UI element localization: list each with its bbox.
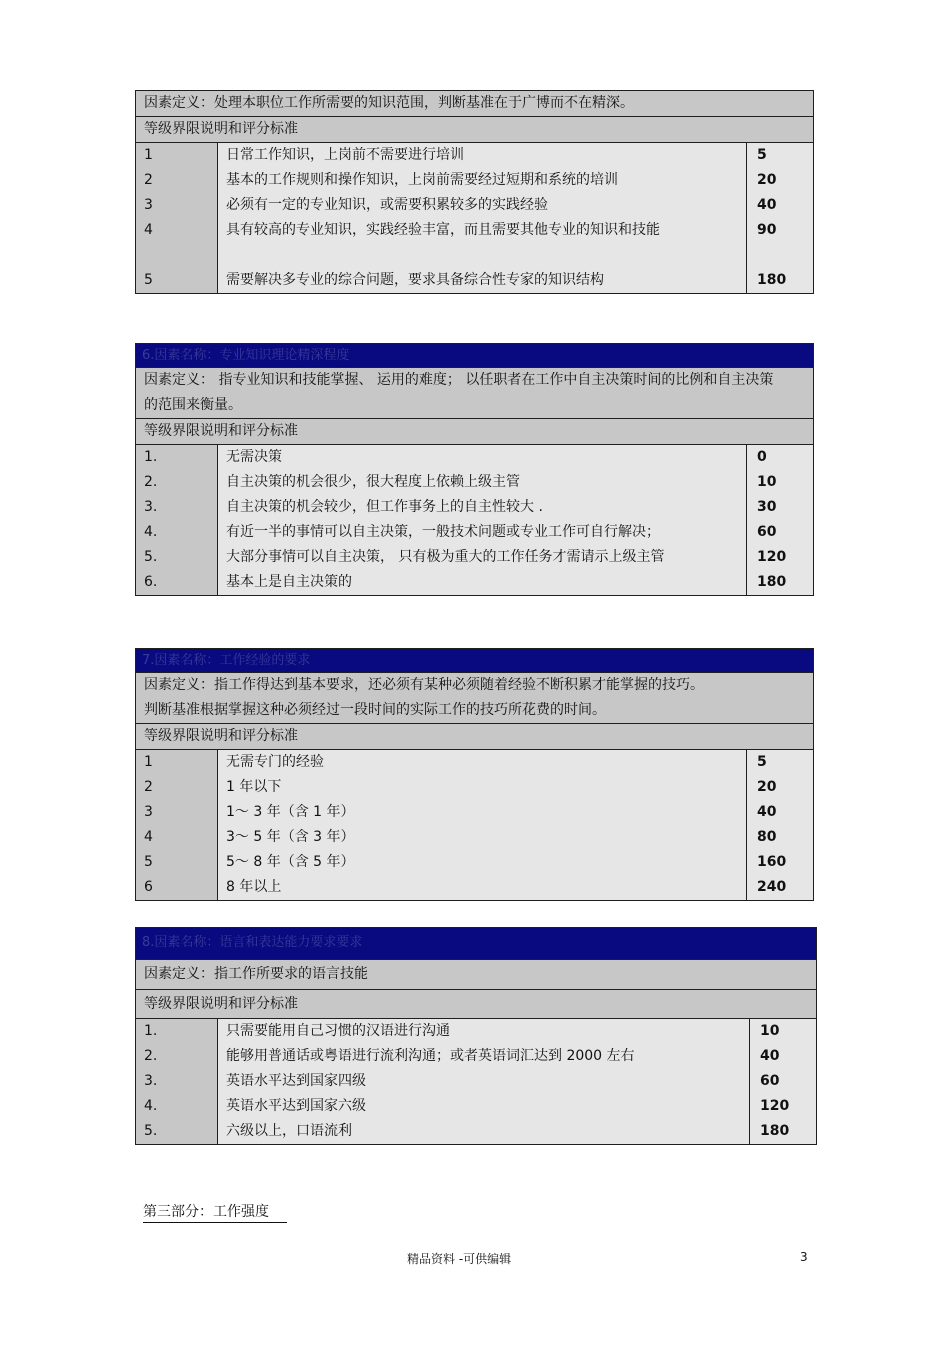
factor-definition: 因素定义： 指专业知识和技能掌握、 运用的难度； 以任职者在工作中自主决策时间的比例和自主决策的范围来衡量。 [136,368,813,419]
description-cell: 无需专门的经验 [226,754,324,770]
score-cell: 180 [760,1123,790,1139]
description-cell: 3～ 5 年（含 3 年） [226,829,355,845]
grade-rows [136,445,813,595]
score-cell: 5 [757,754,767,770]
level-column [136,143,218,293]
factor-table-knowledge [135,90,814,294]
level-column [136,750,218,900]
level-cell: 4 [144,222,153,238]
factor-table-decision [135,343,814,596]
description-cell: 有近一半的事情可以自主决策，一般技术问题或专业工作可自行解决； [226,524,660,540]
level-cell: 6. [144,574,158,590]
description-column [218,750,747,900]
standard-heading: 等级界限说明和评分标准 [136,117,813,143]
level-cell: 2. [144,1048,158,1064]
score-cell: 120 [757,549,787,565]
score-cell: 40 [760,1048,780,1064]
score-cell: 20 [757,779,777,795]
factor-title: 6.因素名称：专业知识理论精深程度 [136,344,813,368]
score-cell: 80 [757,829,777,845]
level-cell: 1. [144,1023,158,1039]
standard-heading: 等级界限说明和评分标准 [136,990,816,1019]
description-cell: 自主决策的机会很少，很大程度上依赖上级主管 [226,474,520,490]
description-cell: 自主决策的机会较少，但工作事务上的自主性较大 . [226,499,543,515]
score-cell: 180 [757,574,787,590]
factor-title: 7.因素名称：工作经验的要求 [136,649,813,673]
score-cell: 180 [757,272,787,288]
level-cell: 3. [144,499,158,515]
definition-line: 因素定义：指工作得达到基本要求，还必须有某种必须随着经验不断积累才能掌握的技巧。 [144,677,704,693]
description-cell: 1 年以下 [226,779,282,795]
description-cell: 六级以上，口语流利 [226,1123,352,1139]
level-cell: 5. [144,1123,158,1139]
score-cell: 40 [757,804,777,820]
description-cell: 5～ 8 年（含 5 年） [226,854,355,870]
level-cell: 5. [144,549,158,565]
score-cell: 5 [757,147,767,163]
description-cell: 8 年以上 [226,879,282,895]
level-cell: 3 [144,804,153,820]
score-cell: 10 [760,1023,780,1039]
factor-definition: 因素定义：处理本职位工作所需要的知识范围，判断基准在于广博而不在精深。 [136,91,813,117]
description-cell: 必须有一定的专业知识，或需要积累较多的实践经验 [226,197,548,213]
score-cell: 240 [757,879,787,895]
description-cell: 具有较高的专业知识，实践经验丰富，而且需要其他专业的知识和技能 [226,222,660,238]
description-cell: 1～ 3 年（含 1 年） [226,804,355,820]
standard-heading: 等级界限说明和评分标准 [136,419,813,445]
description-cell: 需要解决多专业的综合问题，要求具备综合性专家的知识结构 [226,272,604,288]
description-cell: 基本的工作规则和操作知识，上岗前需要经过短期和系统的培训 [226,172,618,188]
standard-heading: 等级界限说明和评分标准 [136,724,813,750]
description-cell: 基本上是自主决策的 [226,574,352,590]
score-column [747,750,813,900]
level-cell: 1 [144,147,153,163]
section-heading: 第三部分：工作强度 [143,1202,287,1223]
factor-table-language [135,927,817,1145]
level-cell: 2. [144,474,158,490]
description-cell: 能够用普通话或粤语进行流利沟通；或者英语词汇达到 2000 左右 [226,1048,635,1064]
level-cell: 2 [144,172,153,188]
score-cell: 60 [757,524,777,540]
score-cell: 40 [757,197,777,213]
description-cell: 大部分事情可以自主决策， 只有极为重大的工作任务才需请示上级主管 [226,549,665,565]
score-cell: 160 [757,854,787,870]
page-footer: 精品资料 -可供编辑 [407,1252,512,1266]
description-cell: 日常工作知识，上岗前不需要进行培训 [226,147,464,163]
level-cell: 4. [144,524,158,540]
level-cell: 6 [144,879,153,895]
definition-line: 判断基准根据掌握这种必须经过一段时间的实际工作的技巧所花费的时间。 [144,702,606,718]
description-cell: 无需决策 [226,449,282,465]
level-cell: 3. [144,1073,158,1089]
description-column [218,1019,750,1144]
level-cell: 1 [144,754,153,770]
level-cell: 4. [144,1098,158,1114]
score-cell: 20 [757,172,777,188]
level-cell: 5 [144,272,153,288]
score-column [747,143,813,293]
score-cell: 30 [757,499,777,515]
level-cell: 4 [144,829,153,845]
factor-title: 8.因素名称：语言和表达能力要求要求 [136,928,816,960]
description-cell: 英语水平达到国家六级 [226,1098,366,1114]
grade-rows [136,750,813,900]
level-cell: 5 [144,854,153,870]
level-column [136,445,218,595]
description-column [218,445,747,595]
score-cell: 60 [760,1073,780,1089]
factor-definition: 因素定义：指工作所要求的语言技能 [136,960,816,990]
level-cell: 2 [144,779,153,795]
description-cell: 英语水平达到国家四级 [226,1073,366,1089]
grade-rows [136,1019,816,1144]
factor-table-experience [135,648,814,901]
description-column [218,143,747,293]
score-cell: 0 [757,449,767,465]
score-cell: 10 [757,474,777,490]
grade-rows [136,143,813,293]
score-cell: 120 [760,1098,790,1114]
description-cell: 只需要能用自己习惯的汉语进行沟通 [226,1023,450,1039]
level-cell: 3 [144,197,153,213]
score-cell: 90 [757,222,777,238]
level-cell: 1. [144,449,158,465]
page-number: 3 [800,1250,808,1264]
level-column [136,1019,218,1144]
factor-definition [136,673,813,724]
score-column [747,445,813,595]
score-column [750,1019,816,1144]
